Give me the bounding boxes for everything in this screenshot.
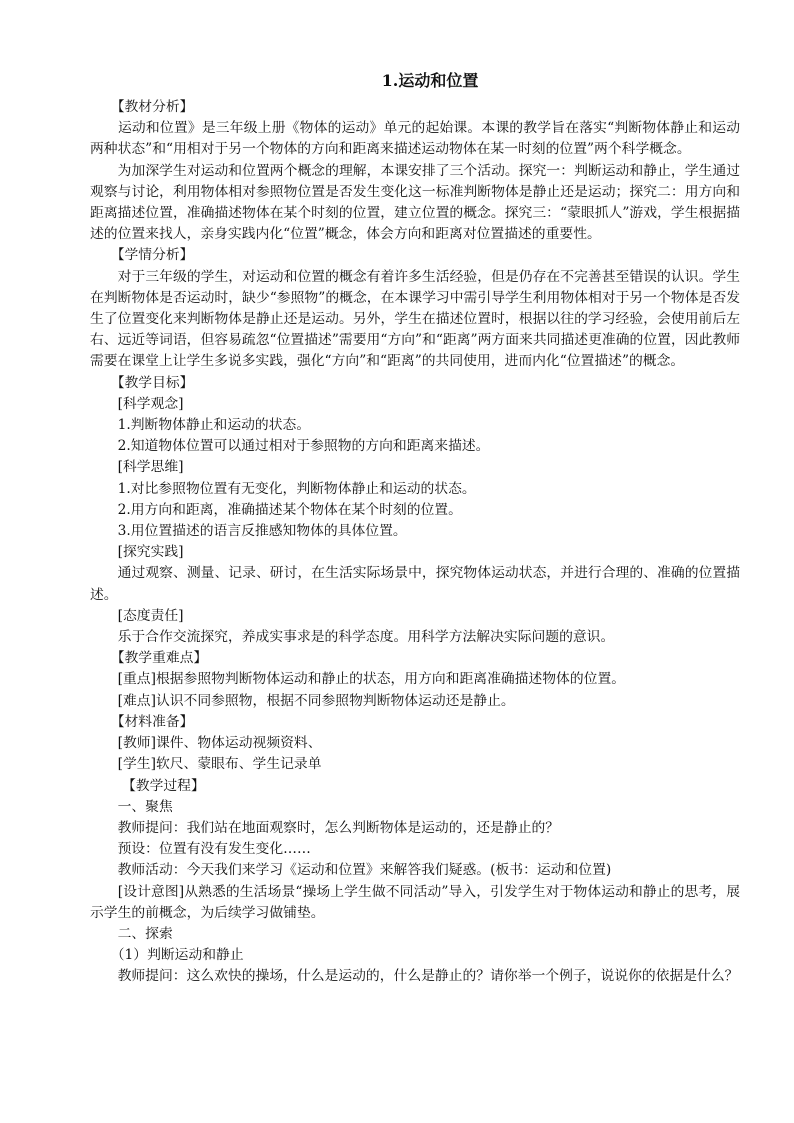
subheading: [科学思维] [90, 459, 184, 476]
subheading: 二、探索 [90, 925, 173, 942]
paragraph: 乐于合作交流探究，养成实事求是的科学态度。用科学方法解决实际问题的意识。 [90, 629, 615, 646]
paragraph: 对于三年级的学生，对运动和位置的概念有着许多生活经验，但是仍存在不完善甚至错误的认识。学生在判断物体是否运动时，缺少“参照物”的概念，在本课学习中需引导学生利用物体相对于另一个物体是否发生了位置变化来判断物体是静止还是运动。另外，学生在描述位置时，根据以往的学习经验，会使用前后左右、远近等词语，但容易疏忽“位置描述”需要用“方向”和“距离”两方面来共同描述更准确的位置，因此教师需要在课堂上让学生多说多实践，强化“方向”和“距离”的共同使用，进而内化“位置描述”的概念。 [90, 268, 740, 370]
paragraph: [难点]认识不同参照物，根据不同参照物判断物体运动还是静止。 [90, 692, 515, 709]
heading-textbook-analysis: 【教材分析】 [90, 99, 194, 115]
list-item: 3.用位置描述的语言反推感知物体的具体位置。 [90, 523, 407, 540]
paragraph: 为加深学生对运动和位置两个概念的理解，本课安排了三个活动。探究一：判断运动和静止，学生通过观察与讨论，利用物体相对参照物位置是否发生变化这一标准判断物体是静止还是运动；探究二：用方向和距离描述位置，准确描述物体在某个时刻的位置，建立位置的概念。探究三：“蒙眼抓人”游戏，学生根据描述的位置来找人，亲身实践内化“位置”概念，体会方向和距离对位置描述的重要性。 [90, 162, 740, 243]
subheading: （1）判断运动和静止 [90, 947, 244, 964]
paragraph: 教师活动：今天我们来学习《运动和位置》来解答我们疑惑。(板书：运动和位置) [90, 862, 612, 879]
list-item: 2.用方向和距离，准确描述某个物体在某个时刻的位置。 [90, 501, 462, 518]
heading-materials: 【材料准备】 [90, 713, 194, 730]
subheading: [态度责任] [90, 607, 184, 624]
paragraph: [设计意图]从熟悉的生活场景“操场上学生做不同活动”导入，引发学生对于物体运动和静止的思考，展示学生的前概念，为后续学习做铺垫。 [90, 883, 740, 921]
document-body [90, 97, 740, 988]
list-item: 2.知道物体位置可以通过相对于参照物的方向和距离来描述。 [90, 438, 490, 455]
heading-teaching-process: 【教学过程】 [90, 777, 205, 794]
paragraph: [学生]软尺、蒙眼布、学生记录单 [90, 756, 322, 773]
paragraph: 通过观察、测量、记录、研讨，在生活实际场景中，探究物体运动状态，并进行合理的、准确的位置描述。 [90, 565, 740, 603]
paragraph: 预设：位置有没有发生变化…… [90, 841, 311, 858]
heading-student-analysis: 【学情分析】 [90, 247, 194, 264]
paragraph: 教师提问：我们站在地面观察时，怎么判断物体是运动的，还是静止的？ [90, 819, 560, 836]
list-item: 1.对比参照物位置有无变化，判断物体静止和运动的状态。 [90, 480, 476, 497]
list-item: 1.判断物体静止和运动的状态。 [90, 417, 311, 434]
document-title: 1.运动和位置 [381, 71, 479, 90]
paragraph: 运动和位置》是三年级上册《物体的运动》单元的起始课。本课的教学旨在落实“判断物体静止和运动两种状态”和“用相对于另一个物体的方向和距离来描述运动物体在某一时刻的位置”两个科学概念。 [90, 120, 740, 158]
heading-teaching-goals: 【教学目标】 [90, 374, 194, 391]
subheading: 一、聚焦 [90, 798, 173, 815]
subheading: [科学观念] [90, 395, 184, 412]
document-page [90, 70, 740, 988]
paragraph: 教师提问：这么欢快的操场，什么是运动的，什么是静止的？请你举一个例子，说说你的依据是什么？ [90, 968, 739, 985]
heading-key-points: 【教学重难点】 [90, 650, 208, 667]
paragraph: [教师]课件、物体运动视频资料、 [90, 735, 322, 752]
subheading: [探究实践] [90, 544, 184, 561]
paragraph: [重点]根据参照物判断物体运动和静止的状态，用方向和距离准确描述物体的位置。 [90, 671, 626, 688]
